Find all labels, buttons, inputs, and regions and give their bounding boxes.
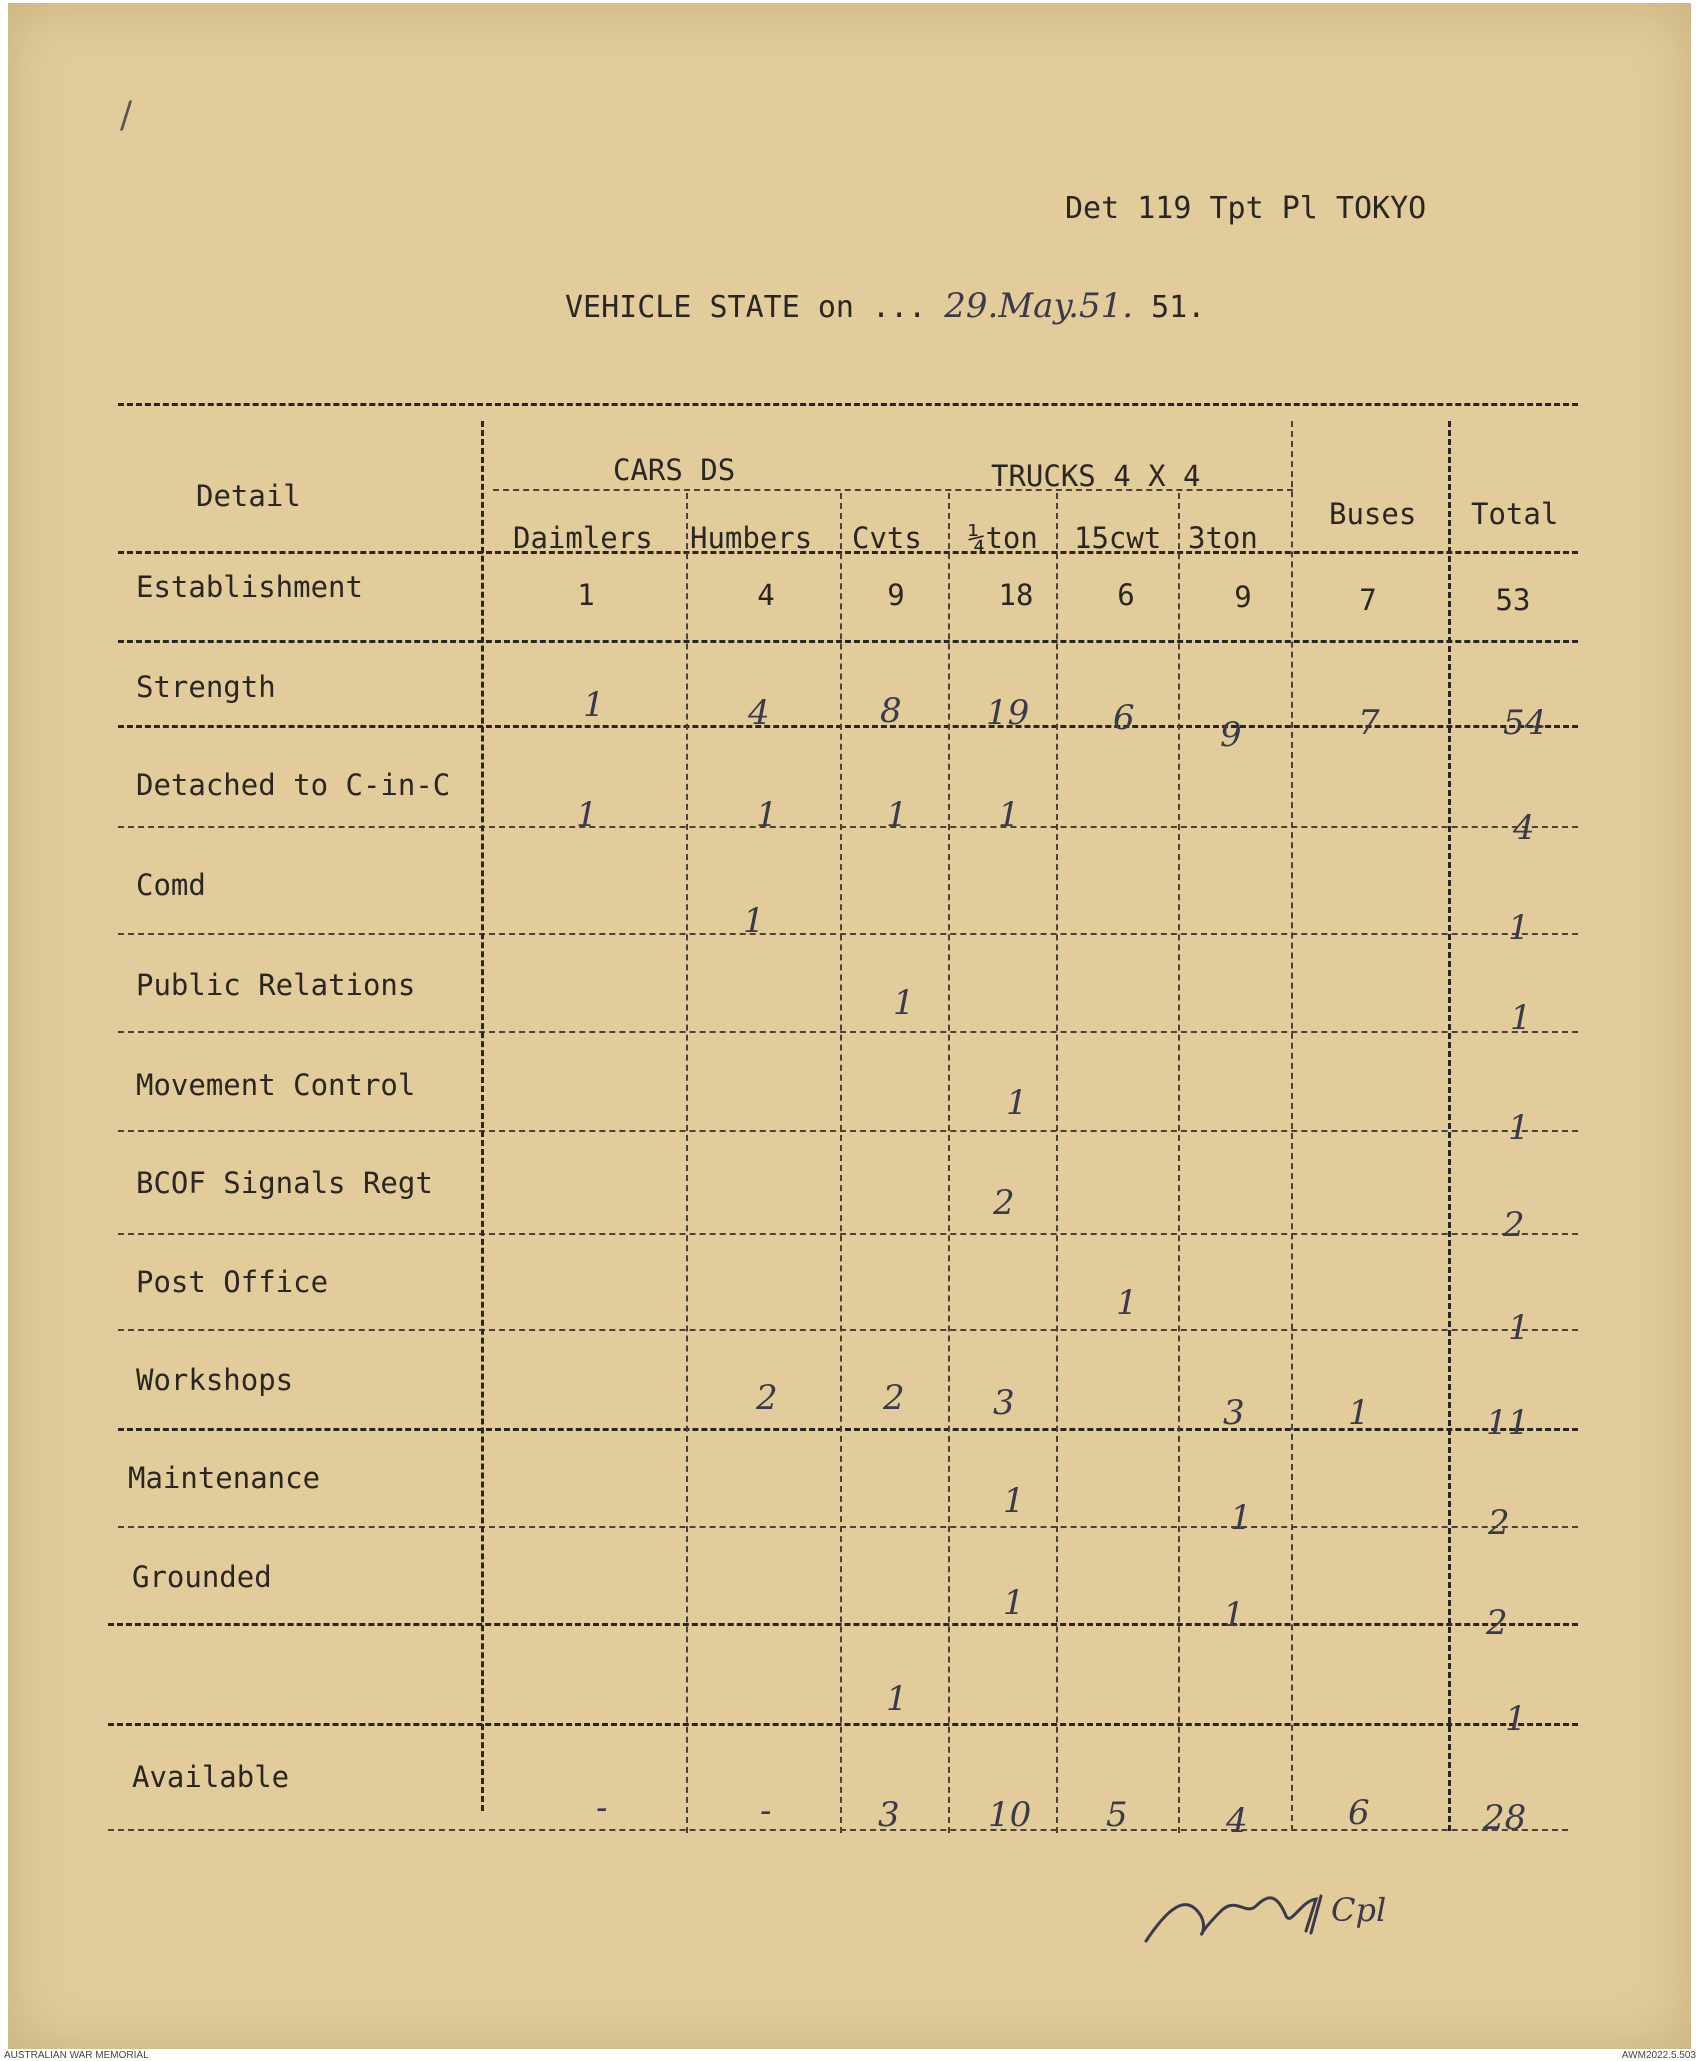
mt-total: 2 [1488, 1503, 1510, 1543]
buses-column-rule [1448, 421, 1451, 1831]
comd-total: 1 [1508, 908, 1530, 948]
detached-label: Detached to C-in-C [136, 768, 451, 802]
blank-row-rule [108, 1723, 1578, 1726]
det-cvts: 1 [886, 795, 908, 835]
available-label: Available [132, 1760, 290, 1794]
gr-quarter-ton: 1 [1003, 1583, 1025, 1623]
ws-humbers: 2 [756, 1378, 778, 1418]
est-quarter-ton: 18 [998, 578, 1034, 612]
est-buses: 7 [1359, 583, 1377, 617]
establishment-rule [118, 640, 1578, 643]
workshops-label: Workshops [136, 1363, 294, 1397]
gr-total: 2 [1486, 1603, 1508, 1643]
str-humbers: 4 [748, 693, 770, 733]
document-page [8, 3, 1691, 2049]
str-cvts: 8 [880, 691, 902, 731]
quarter-ton-column-rule [1056, 493, 1058, 1833]
sig-quarter-ton: 2 [993, 1183, 1015, 1223]
mc-quarter-ton: 1 [1006, 1083, 1028, 1123]
str-quarter-ton: 19 [986, 693, 1030, 733]
str-ton3: 9 [1220, 715, 1242, 755]
comd-humbers: 1 [743, 901, 765, 941]
po-total: 1 [1508, 1308, 1530, 1348]
grounded-rule [108, 1623, 1578, 1626]
vehicle-state-prefix: VEHICLE STATE on ... [565, 290, 927, 325]
sig-total: 2 [1503, 1205, 1525, 1245]
av-cvts: 3 [878, 1795, 900, 1835]
est-cvts: 9 [887, 578, 905, 612]
str-buses: 7 [1358, 703, 1380, 743]
header-bottom-rule [118, 551, 1578, 554]
det-total: 4 [1513, 808, 1535, 848]
strength-label: Strength [136, 670, 276, 704]
ws-quarter-ton: 3 [993, 1383, 1015, 1423]
str-daimlers: 1 [583, 685, 605, 725]
pr-cvts: 1 [893, 983, 915, 1023]
av-ton3: 4 [1226, 1801, 1248, 1841]
ws-buses: 1 [1348, 1393, 1370, 1433]
detail-column-rule [481, 421, 484, 1811]
est-humbers: 4 [757, 578, 775, 612]
trucks-group-header: TRUCKS 4 X 4 [991, 459, 1201, 493]
det-daimlers: 1 [576, 795, 598, 835]
mt-ton3: 1 [1230, 1498, 1252, 1538]
blank-cvts: 1 [886, 1679, 908, 1719]
ton3-column-rule [1291, 421, 1293, 1831]
establishment-label: Establishment [136, 570, 363, 604]
ton3-header: 3ton [1188, 521, 1258, 555]
humbers-header: Humbers [690, 521, 813, 555]
pencil-mark: / [120, 95, 133, 136]
av-buses: 6 [1348, 1793, 1370, 1833]
det-humbers: 1 [756, 795, 778, 835]
po-cwt15: 1 [1116, 1283, 1138, 1323]
est-ton3: 9 [1234, 580, 1252, 614]
av-humbers: - [760, 1791, 772, 1831]
comd-label: Comd [136, 868, 206, 902]
public-relations-label: Public Relations [136, 968, 416, 1002]
cvts-header: Cvts [852, 521, 922, 555]
cwt15-column-rule [1178, 493, 1180, 1833]
grounded-label: Grounded [132, 1560, 272, 1594]
post-office-label: Post Office [136, 1265, 329, 1299]
unit-heading: Det 119 Tpt Pl TOKYO [1065, 191, 1427, 226]
footer-right-caption: AWM2022.5.503 [1621, 2050, 1696, 2061]
av-daimlers: - [596, 1788, 608, 1828]
det-quarter-ton: 1 [998, 795, 1020, 835]
cwt15-header: 15cwt [1074, 521, 1162, 555]
signature [1126, 1871, 1446, 1961]
maintenance-label: Maintenance [128, 1461, 321, 1495]
str-cwt15: 6 [1113, 698, 1135, 738]
pr-total: 1 [1510, 998, 1532, 1038]
detail-header: Detail [196, 479, 301, 513]
av-quarter-ton: 10 [988, 1795, 1032, 1835]
ws-cvts: 2 [883, 1378, 905, 1418]
est-cwt15: 6 [1117, 578, 1135, 612]
quarter-ton-header: ¼ton [968, 521, 1038, 555]
comd-rule [118, 933, 1578, 935]
ws-ton3: 3 [1223, 1393, 1245, 1433]
maintenance-rule [118, 1526, 1578, 1528]
daimlers-column-rule [686, 493, 688, 1833]
est-daimlers: 1 [577, 578, 595, 612]
movement-control-label: Movement Control [136, 1068, 416, 1102]
signature-scribble-icon [1126, 1871, 1446, 1961]
total-header: Total [1471, 497, 1559, 531]
est-total: 53 [1495, 583, 1531, 617]
av-total: 28 [1483, 1798, 1527, 1838]
cars-group-header: CARS DS [613, 453, 736, 487]
mc-total: 1 [1508, 1108, 1530, 1148]
humbers-column-rule [840, 493, 842, 1833]
daimlers-header: Daimlers [513, 521, 653, 555]
str-total: 54 [1503, 703, 1547, 743]
ws-total: 11 [1486, 1403, 1530, 1443]
movement-rule [118, 1130, 1578, 1132]
signals-rule [118, 1233, 1578, 1235]
cvts-column-rule [948, 493, 950, 1833]
table-top-rule [118, 403, 1578, 406]
av-cwt15: 5 [1106, 1795, 1128, 1835]
vehicle-state-year: 51. [1151, 290, 1206, 325]
gr-ton3: 1 [1223, 1595, 1245, 1635]
detached-rule [118, 826, 1578, 828]
vehicle-state-line [565, 286, 1205, 326]
footer-left-caption: AUSTRALIAN WAR MEMORIAL [4, 2050, 149, 2061]
post-office-rule [118, 1329, 1578, 1331]
mt-quarter-ton: 1 [1003, 1481, 1025, 1521]
signature-rank: Cpl [1331, 1891, 1387, 1929]
buses-header: Buses [1329, 497, 1417, 531]
signals-label: BCOF Signals Regt [136, 1166, 433, 1200]
pr-rule [118, 1031, 1578, 1033]
blank-total: 1 [1505, 1699, 1527, 1739]
vehicle-state-date: 29.May.51. [944, 286, 1134, 326]
